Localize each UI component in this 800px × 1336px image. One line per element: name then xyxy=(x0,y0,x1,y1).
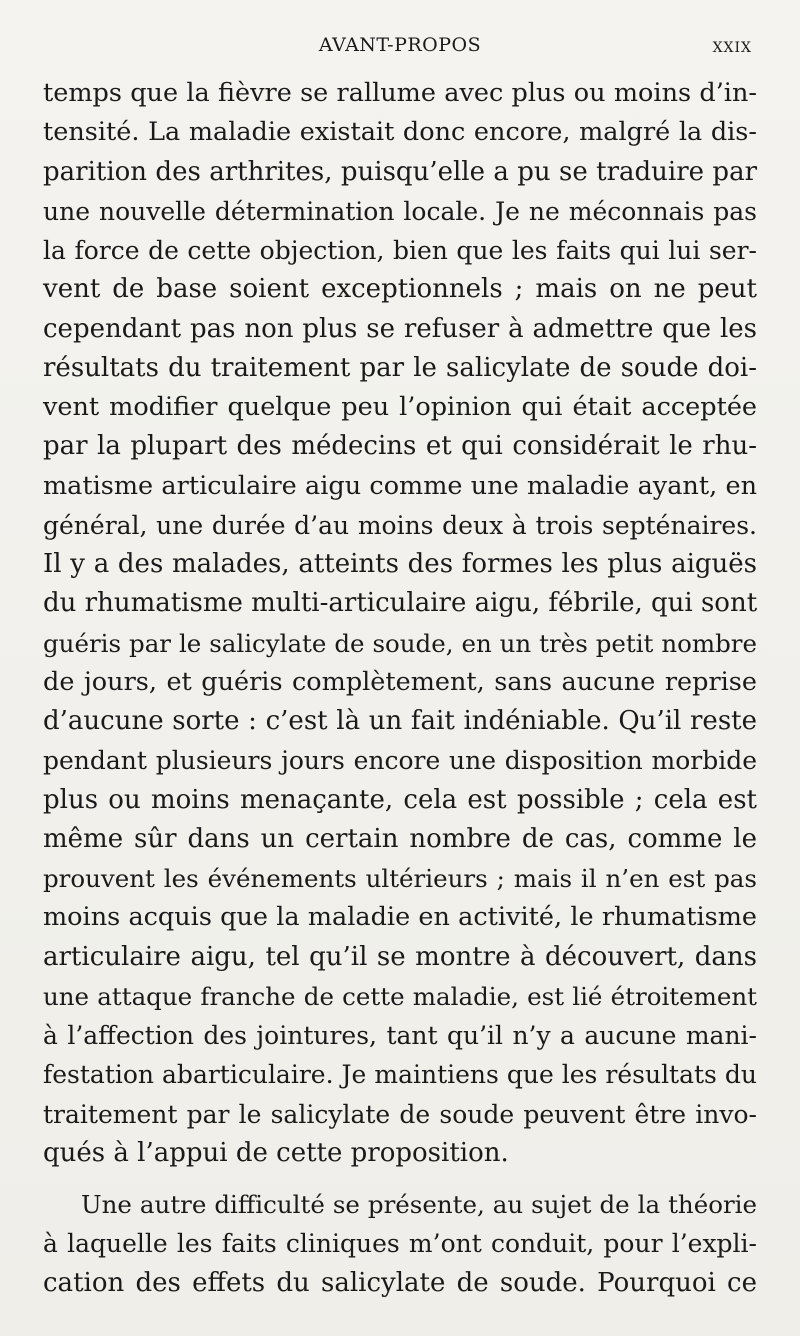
text-line: articulaire aigu, tel qu’il se montre à découvert, dans xyxy=(43,941,757,972)
running-head xyxy=(0,34,800,60)
text-line: du rhumatisme multi-articulaire aigu, fébrile, qui sont xyxy=(43,588,758,619)
text-line: tensité. La maladie existait donc encore, malgré la dis- xyxy=(43,117,757,148)
text-line: général, une durée d’au moins deux à trois septénaires. xyxy=(43,510,757,540)
text-line: guéris par le salicylate de soude, en un très petit nombre xyxy=(43,628,757,658)
text-line: moins acquis que la maladie en activité, le rhumatisme xyxy=(43,902,757,933)
text-line: qués à l’appui de cette proposition. xyxy=(43,1137,509,1168)
text-line: même sûr dans un certain nombre de cas, comme le xyxy=(43,823,757,854)
text-line: traitement par le salicylate de soude peuvent être invo- xyxy=(43,1099,757,1129)
paragraph-2 xyxy=(43,1185,757,1303)
text-line: résultats du traitement par le salicylate de soude doi- xyxy=(43,352,757,383)
page-number: XXIX xyxy=(712,40,752,56)
text-line: vent de base soient exceptionnels ; mais on ne peut xyxy=(43,274,757,305)
paragraph-1 xyxy=(43,74,757,1173)
text-line: pendant plusieurs jours encore une disposition morbide xyxy=(43,746,757,776)
text-line: à laquelle les faits cliniques m’ont conduit, pour l’expli- xyxy=(43,1229,757,1259)
text-line: une attaque franche de cette maladie, est lié étroitement xyxy=(43,981,757,1011)
text-line: la force de cette objection, bien que les faits qui lui ser- xyxy=(43,236,757,265)
text-line: festation abarticulaire. Je maintiens que les résultats du xyxy=(43,1060,757,1090)
text-line: Une autre difficulté se présente, au sujet de la théorie xyxy=(81,1190,757,1219)
text-line: une nouvelle détermination locale. Je ne méconnais pas xyxy=(43,196,757,226)
text-line: par la plupart des médecins et qui considérait le rhu- xyxy=(43,431,757,462)
text-line: cependant pas non plus se refuser à admettre que les xyxy=(43,313,757,344)
body-text xyxy=(43,74,757,1303)
text-line: de jours, et guéris complètement, sans aucune reprise xyxy=(43,666,757,697)
text-line: d’aucune sorte : c’est là un fait indéniable. Qu’il reste xyxy=(43,706,757,736)
running-head-title: AVANT-PROPOS xyxy=(318,34,482,56)
text-line: cation des effets du salicylate de soude. Pourquoi ce xyxy=(43,1267,757,1298)
paragraph-gap xyxy=(43,1173,757,1185)
text-line: à l’affection des jointures, tant qu’il n’y a aucune mani- xyxy=(43,1021,757,1050)
text-line: vent modifier quelque peu l’opinion qui était acceptée xyxy=(43,392,757,422)
text-line: parition des arthrites, puisqu’elle a pu se traduire par xyxy=(43,156,757,187)
text-line: plus ou moins menaçante, cela est possible ; cela est xyxy=(43,784,757,815)
text-line: prouvent les événements ultérieurs ; mais il n’en est pas xyxy=(43,864,757,893)
text-line: matisme articulaire aigu comme une maladie ayant, en xyxy=(43,470,757,501)
text-line: Il y a des malades, atteints des formes les plus aiguës xyxy=(43,549,757,579)
text-line: temps que la fièvre se rallume avec plus ou moins d’in- xyxy=(43,78,757,108)
